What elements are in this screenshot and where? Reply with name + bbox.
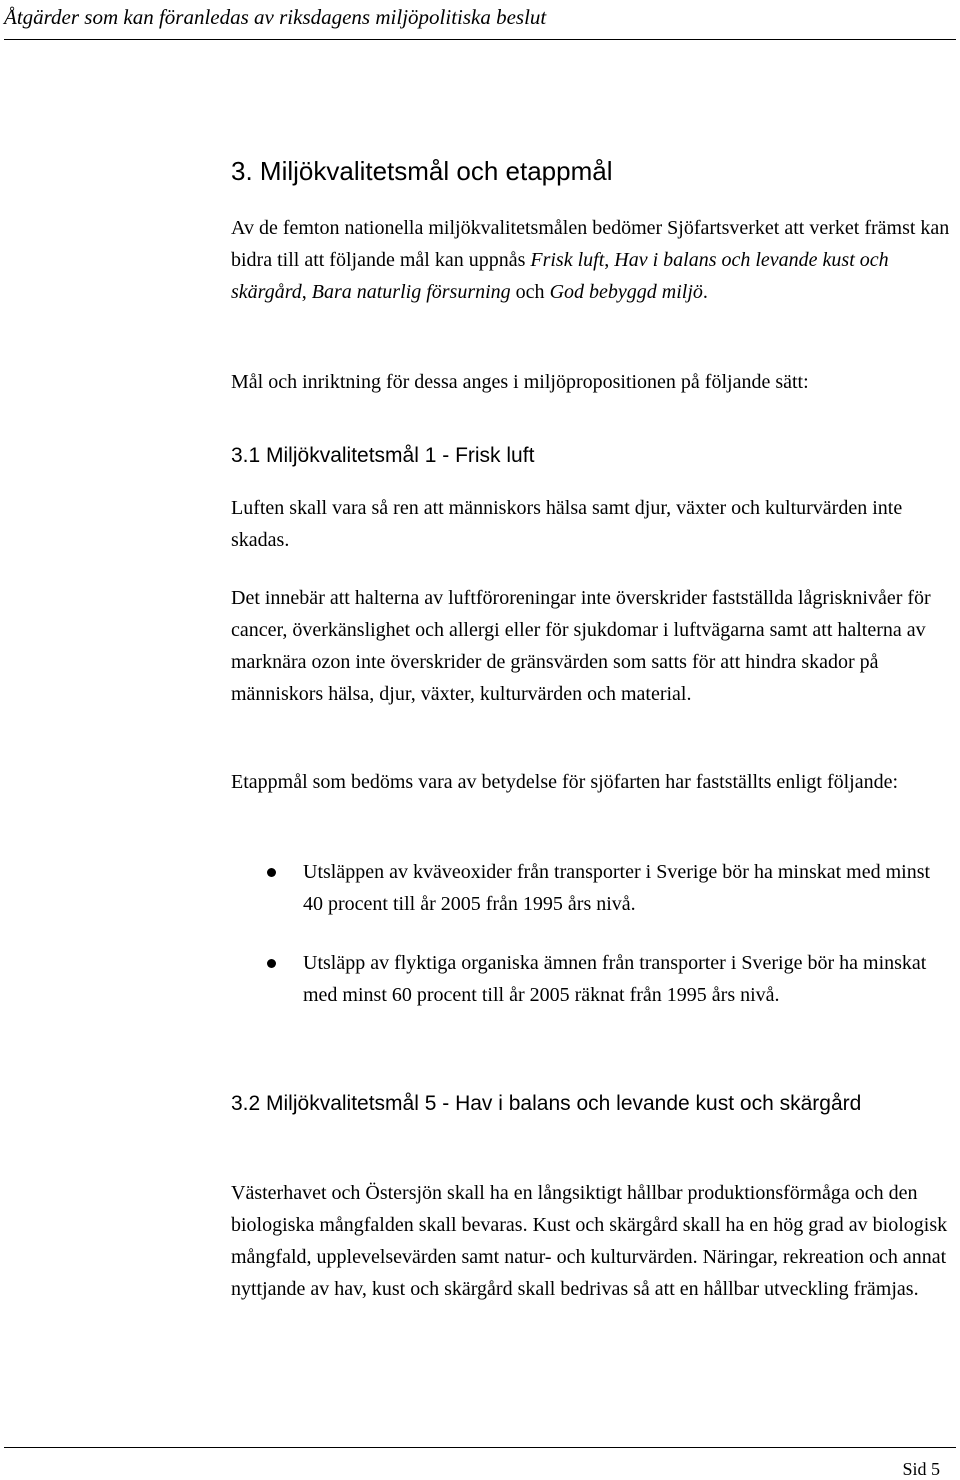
intro-text-3: . [702,281,708,303]
bullet-icon [267,868,276,877]
section-3-lead: Mål och inriktning för dessa anges i miljöpropositionen på följande sätt: [231,371,809,393]
footer-divider [4,1447,956,1448]
section-3-1-paragraph-3: Etappmål som bedöms vara av betydelse för sjöfarten har fastställts enligt följande: [231,771,899,793]
section-3-1-paragraph-1: Luften skall vara så ren att människors hälsa samt djur, växter och kulturvärden inte skadas. [231,497,903,551]
section-3-2-paragraph-1: Västerhavet och Östersjön skall ha en långsiktigt hållbar produktionsförmåga och den biologiska mångfalden skall bevaras. Kust och skärgård skall ha en hög grad av biologisk mångfald, upplevelsevärden samt natur- och kulturvärden. Näringar, rekreation och annat nyttjande av hav, kust och skärgård skall bedrivas så att en hållbar utveckling främjas. [231,1182,948,1300]
goal-bara-naturlig-forsurning: Bara naturlig försurning [311,281,511,303]
goal-frisk-luft: Frisk luft [530,249,605,271]
running-header-title: Åtgärder som kan föranledas av riksdagens miljöpolitiska beslut [4,5,547,29]
section-3-2-heading: 3.2 Miljökvalitetsmål 5 - Hav i balans och levande kust och skärgård [231,1092,862,1115]
list-item-text: Utsläpp av flyktiga organiska ämnen från transporter i Sverige bör ha minskat med minst 60 procent till år 2005 räknat från 1995 års nivå. [303,952,927,1006]
intro-sep-2: , [301,281,312,303]
section-3-1-heading: 3.1 Miljökvalitetsmål 1 - Frisk luft [231,444,535,467]
intro-sep-1: , [604,249,615,271]
section-3-heading: 3. Miljökvalitetsmål och etappmål [231,156,613,186]
list-item-text: Utsläppen av kväveoxider från transporter i Sverige bör ha minskat med minst 40 procent till år 2005 från 1995 års nivå. [303,861,931,915]
running-header [4,3,956,40]
page-number: Sid 5 [902,1459,940,1479]
goal-god-bebyggd-miljo: God bebyggd miljö [549,281,703,303]
section-3-intro [231,212,953,308]
section-3-1-paragraph-2: Det innebär att halterna av luftföroreningar inte överskrider fastställda lågrisknivåer för cancer, överkänslighet och allergi eller för sjukdomar i luftvägarna samt att halterna av marknära ozon inte överskrider de gränsvärden som satts för att hindra skador på människors hälsa, djur, växter, kulturvärden och material. [231,587,931,705]
intro-text-2: och [510,281,550,303]
bullet-icon [267,959,276,968]
goal-hav-i-balans: Hav i balans och levande kust och skärgård [231,249,889,303]
intro-text-1: Av de femton nationella miljökvalitetsmålen bedömer Sjöfartsverket att verket främst kan bidra till att följande mål kan uppnås [231,217,950,271]
